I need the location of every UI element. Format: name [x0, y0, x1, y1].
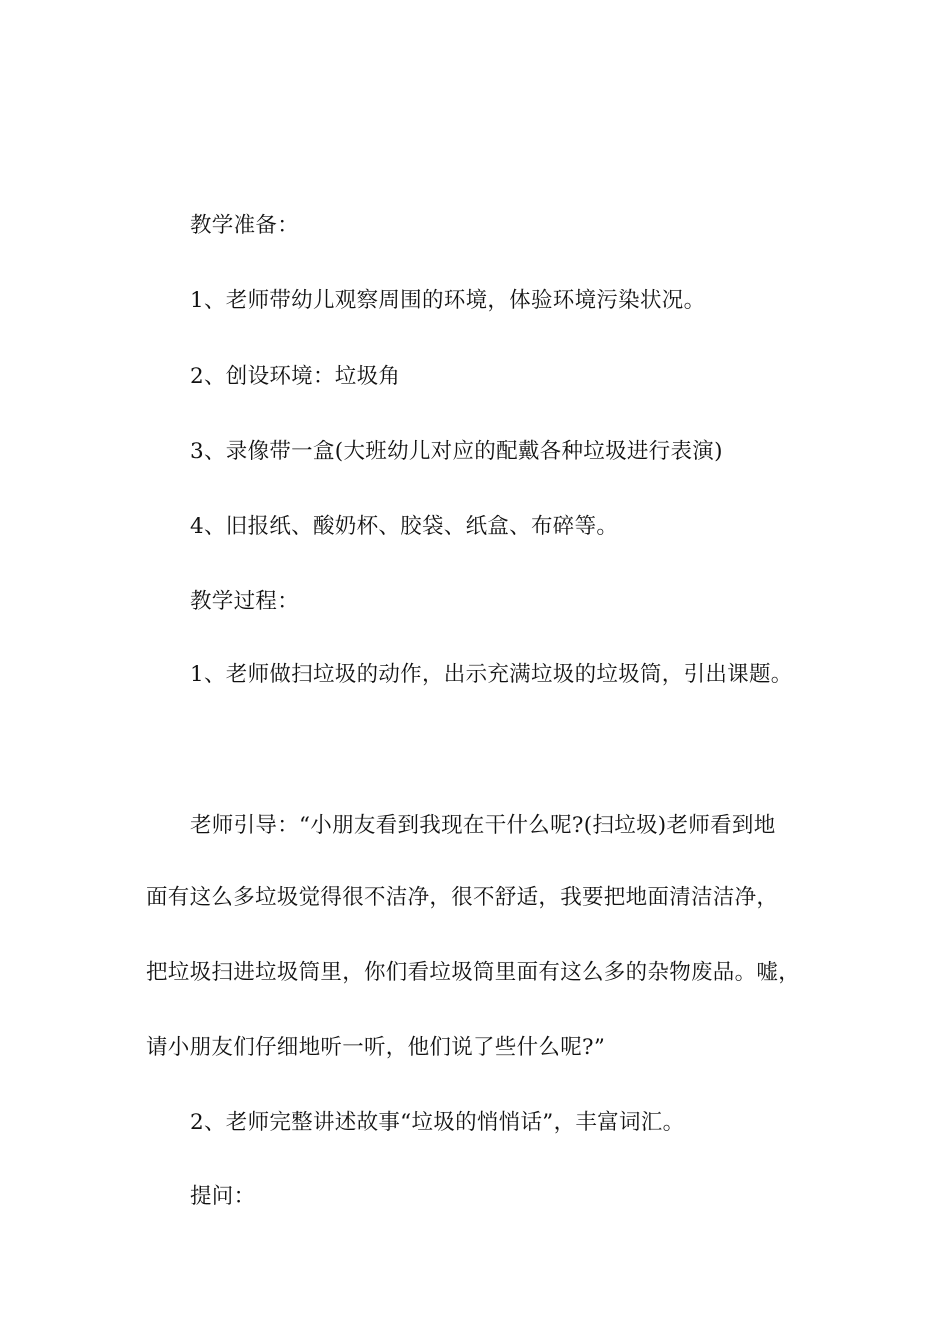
- guide-paragraph-line-3: 把垃圾扫进垃圾筒里，你们看垃圾筒里面有这么多的杂物废品。嘘，: [146, 960, 801, 985]
- process-step-2: 2、老师完整讲述故事“垃圾的悄悄话”，丰富词汇。: [190, 1110, 685, 1135]
- guide-paragraph-line-4: 请小朋友们仔细地听一听，他们说了些什么呢?”: [146, 1035, 606, 1060]
- prep-item-1: 1、老师带幼儿观察周围的环境，体验环境污染状况。: [190, 288, 706, 313]
- prep-heading: 教学准备：: [190, 213, 300, 238]
- process-heading: 教学过程：: [190, 589, 300, 614]
- prep-item-4: 4、旧报纸、酸奶杯、胶袋、纸盒、布碎等。: [190, 514, 619, 539]
- prep-item-2: 2、创设环境：垃圾角: [190, 364, 401, 389]
- prep-item-3: 3、录像带一盒(大班幼儿对应的配戴各种垃圾进行表演): [190, 439, 723, 464]
- guide-paragraph-line-2: 面有这么多垃圾觉得很不洁净，很不舒适，我要把地面清洁洁净，: [146, 885, 779, 910]
- guide-paragraph-line-1: 老师引导：“小朋友看到我现在干什么呢?(扫垃圾)老师看到地: [190, 813, 776, 838]
- process-step-1: 1、老师做扫垃圾的动作，出示充满垃圾的垃圾筒，引出课题。: [190, 662, 793, 687]
- question-heading: 提问：: [190, 1184, 256, 1209]
